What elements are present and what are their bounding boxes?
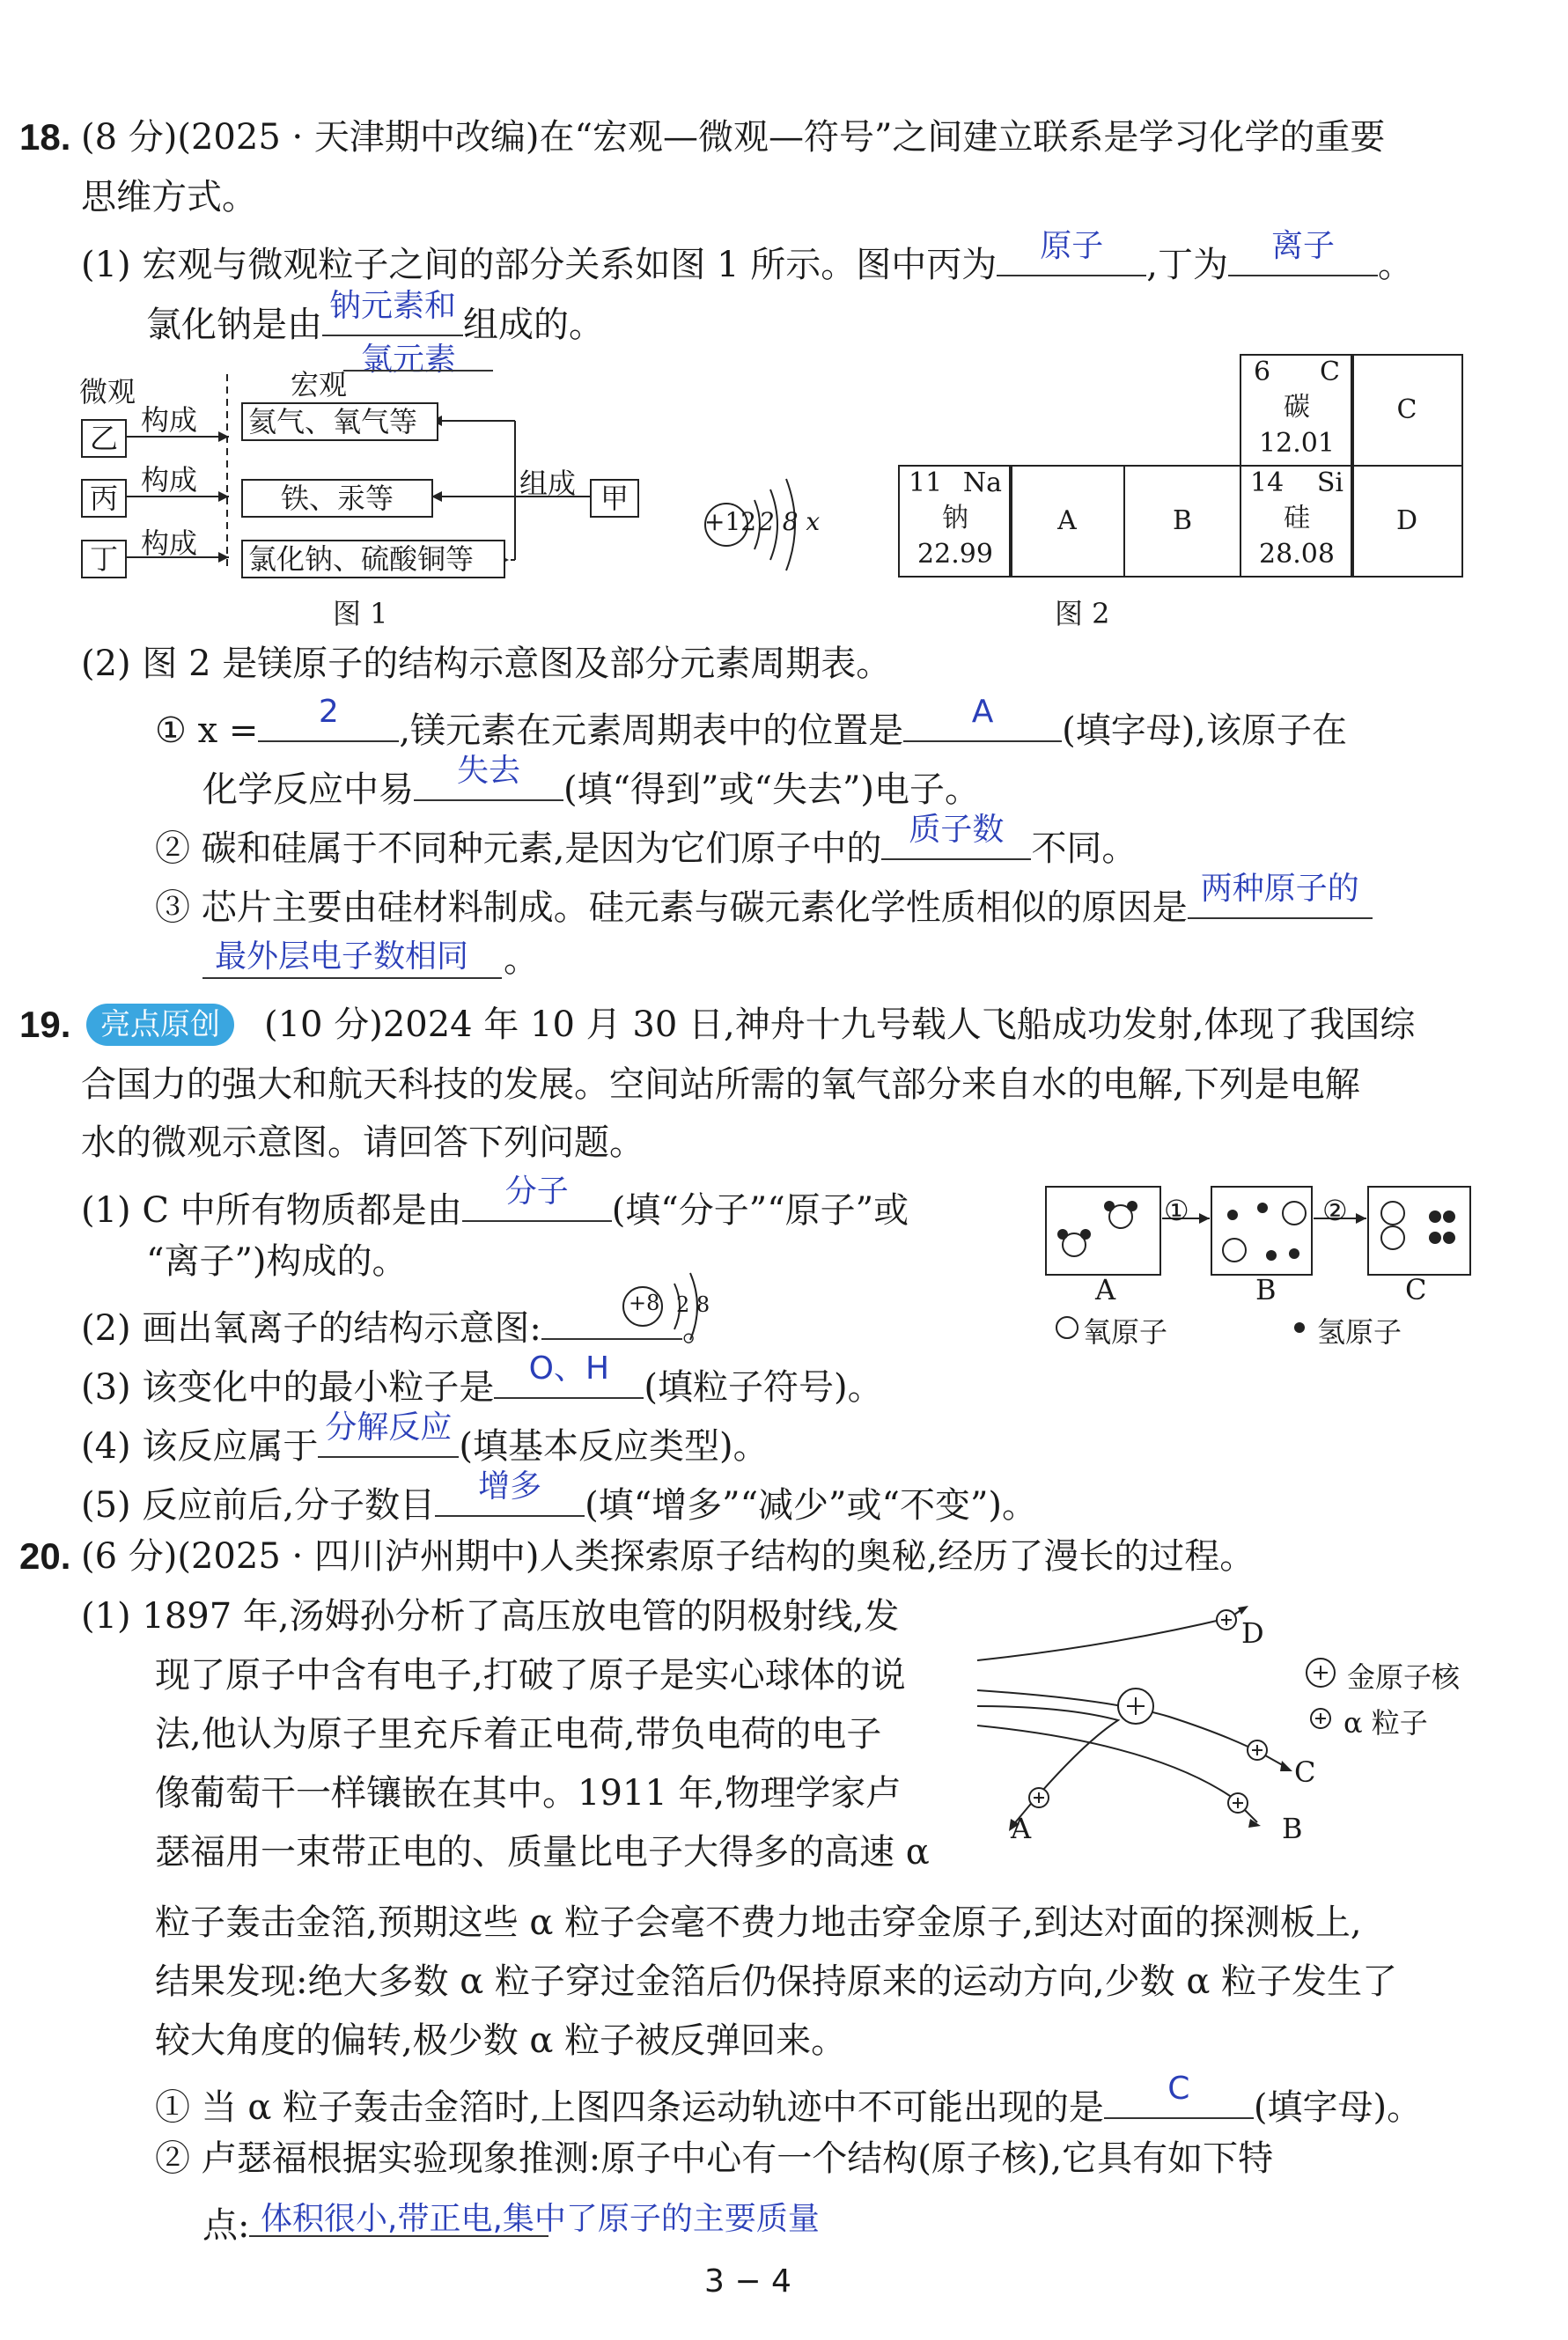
scatter-label-b: B	[1282, 1812, 1303, 1845]
c-number: 6	[1254, 357, 1271, 387]
q18-p21-text-c: (填字母),该原子在	[1062, 710, 1348, 751]
q19-p3-text-a: (3) 该变化中的最小粒子是	[81, 1367, 495, 1408]
electrolysis-step2: ②	[1322, 1194, 1348, 1227]
q20-text-line8: 较大角度的偏转,极少数 α 粒子被反弹回来。	[155, 2020, 847, 2061]
q19-p1-text-a: (1) C 中所有物质都是由	[81, 1190, 462, 1231]
o-ion-nucleus: +8	[629, 1291, 660, 1315]
q18-blank-x[interactable]	[258, 694, 399, 742]
q19-stem-line1: (10 分)2024 年 10 月 30 日,神舟十九号载人飞船成功发射,体现了我国综	[264, 1004, 1416, 1045]
q19-blank-molecule-count[interactable]	[435, 1468, 585, 1517]
q20-text-line7: 结果发现:绝大多数 α 粒子穿过金箔后仍保持原来的运动方向,少数 α 粒子发生了	[155, 1961, 1398, 2002]
q19-part4	[81, 1409, 769, 1469]
si-symbol: Si	[1316, 467, 1343, 498]
q18-answer-bing: 原子	[1040, 228, 1104, 264]
electrolysis-legend-hydrogen: 氢原子	[1317, 1315, 1402, 1349]
q20-blank-track[interactable]	[1104, 2071, 1254, 2119]
q19-p4-text-a: (4) 该反应属于	[81, 1426, 319, 1467]
q19-p2-text-b: 。	[681, 1308, 718, 1349]
scatter-label-d: D	[1241, 1616, 1264, 1650]
q18-part2: (2) 图 2 是镁原子的结构示意图及部分元素周期表。	[81, 644, 892, 684]
fig1-label-goucheng-1: 构成	[141, 403, 198, 437]
q18-blank-position[interactable]	[903, 694, 1062, 742]
q18-stem-line2: 思维方式。	[81, 177, 257, 217]
q19-stem-line2: 合国力的强大和航天科技的发展。空间站所需的氧气部分来自水的电解,下列是电解	[81, 1064, 1360, 1105]
q18-part1-text-c: 。	[1377, 245, 1413, 285]
si-mass: 28.08	[1259, 539, 1335, 570]
fig1-caption: 图 1	[333, 597, 388, 630]
q18-p21-text-e: (填“得到”或“失去”)电子。	[563, 769, 981, 810]
q20-text-line2: 现了原子中含有电子,打破了原子是实心球体的说	[155, 1655, 906, 1696]
q19-highlight-tag: 亮点原创	[86, 1004, 234, 1046]
q20-text-line6: 粒子轰击金箔,预期这些 α 粒子会毫不费力地击穿金原子,到达对面的探测板上,	[155, 1902, 1362, 1943]
q19-p3-text-b: (填粒子符号)。	[644, 1367, 883, 1408]
q18-answer-reason-1: 两种原子的	[1200, 871, 1359, 907]
na-symbol: Na	[962, 467, 1002, 498]
q18-part1-text-d: 氯化钠是由	[146, 305, 322, 345]
q18-part2-2	[155, 812, 1137, 872]
q19-blank-reaction-type[interactable]	[318, 1409, 459, 1458]
q18-answer-ding: 离子	[1270, 228, 1335, 264]
q19-p5-text-b: (填“增多”“减少”或“不变”)。	[585, 1485, 1037, 1526]
fig1-label-hongguan: 宏观	[291, 368, 348, 401]
electrolysis-label-c: C	[1405, 1273, 1427, 1306]
q19-answer-reaction-type: 分解反应	[325, 1409, 453, 1446]
q19-stem-line3: 水的微观示意图。请回答下列问题。	[81, 1122, 644, 1163]
q19-answer-min-particle: O、H	[528, 1350, 610, 1387]
q18-part1-text-b: ,丁为	[1146, 245, 1228, 285]
q19-p4-text-b: (填基本反应类型)。	[459, 1426, 769, 1467]
electrolysis-label-b: B	[1255, 1273, 1277, 1306]
fig1-label-goucheng-3: 构成	[141, 526, 198, 560]
fig2-cell-silicon	[1240, 465, 1354, 578]
q18-part1-text-a: (1) 宏观与微观粒子之间的部分关系如图 1 所示。图中丙为	[81, 245, 997, 285]
q18-blank-reason[interactable]	[1188, 871, 1373, 919]
page-number: 3 − 4	[704, 2263, 791, 2300]
fig2-cell-b: B	[1123, 465, 1241, 578]
q18-answer-lose: 失去	[456, 753, 520, 789]
q20-sub1-text-a: ① 当 α 粒子轰击金箔时,上图四条运动轨迹中不可能出现的是	[155, 2087, 1104, 2128]
q20-answer-nucleus: 体积很小,带正电,集中了原子的主要质量	[261, 2201, 820, 2237]
q20-sub1	[155, 2071, 1423, 2130]
q18-answer-position: A	[971, 694, 994, 730]
o-ion-shells: 2 8	[676, 1292, 710, 1317]
q18-underline-reason-2	[202, 977, 502, 979]
q18-period: 。	[504, 939, 539, 980]
q19-answer-molecule: 分子	[504, 1174, 569, 1210]
fig2-cell-a: A	[1009, 465, 1125, 578]
q19-p1-text-b: (填“分子”“原子”或	[611, 1190, 909, 1231]
q20-stem: (6 分)(2025 · 四川泸州期中)人类探索原子结构的奥秘,经历了漫长的过程。	[81, 1536, 1255, 1577]
si-name: 硅	[1284, 503, 1310, 533]
fig2-cell-c: C	[1351, 354, 1463, 467]
q19-part1-line2: “离子”)构成的。	[146, 1241, 408, 1282]
q20-sub2-line1: ② 卢瑟福根据实验现象推测:原子中心有一个结构(原子核),它具有如下特	[155, 2138, 1274, 2179]
fig2-cell-carbon	[1240, 354, 1354, 467]
q19-p5-text-a: (5) 反应前后,分子数目	[81, 1485, 436, 1526]
electrolysis-label-a: A	[1095, 1273, 1116, 1306]
q18-number: 18.	[19, 116, 71, 158]
mg-nucleus: +12	[704, 507, 757, 536]
fig2-cell-d: D	[1351, 465, 1463, 578]
c-name: 碳	[1284, 392, 1310, 423]
fig1-box-ding: 丁	[81, 540, 127, 578]
q18-answer-nacl-2: 氯元素	[361, 342, 457, 378]
q19-number: 19.	[19, 1004, 71, 1045]
scatter-label-a: A	[1011, 1812, 1032, 1845]
fig1-label-weiguan: 微观	[79, 375, 136, 408]
q18-p23-text-a: ③ 芯片主要由硅材料制成。硅元素与碳元素化学性质相似的原因是	[155, 887, 1188, 928]
fig1-label-zucheng: 组成	[519, 467, 577, 500]
q18-blank-bing[interactable]	[997, 228, 1146, 276]
q20-sub2-text-b: 点:	[202, 2205, 250, 2246]
q19-part5	[81, 1468, 1037, 1528]
fig1-box-macro-1: 氦气、氧气等	[241, 402, 438, 441]
q20-text-line4: 像葡萄干一样镶嵌在其中。1911 年,物理学家卢	[155, 1773, 902, 1814]
na-mass: 22.99	[917, 539, 993, 570]
q18-p21-text-d: 化学反应中易	[202, 769, 414, 810]
c-symbol: C	[1320, 357, 1340, 387]
q18-part2-1-line2	[202, 753, 981, 813]
q18-answer-reason-2: 最外层电子数相同	[215, 938, 469, 975]
q20-text-line1: (1) 1897 年,汤姆孙分析了高压放电管的阴极射线,发	[81, 1596, 900, 1637]
q19-part1-line1	[81, 1174, 909, 1233]
q18-blank-nacl[interactable]	[322, 288, 463, 336]
fig2-caption: 图 2	[1055, 597, 1110, 630]
fig1-box-yi: 乙	[81, 419, 127, 458]
scatter-legend-gold: 金原子核	[1347, 1660, 1461, 1694]
q18-part1-text-e: 组成的。	[463, 305, 604, 345]
fig1-box-bing: 丙	[81, 479, 127, 518]
q18-blank-lose[interactable]	[414, 753, 563, 801]
q20-text-line5: 瑟福用一束带正电的、质量比电子大得多的高速 α	[155, 1832, 930, 1873]
q18-part2-1-line1	[155, 694, 1348, 754]
q18-blank-proton[interactable]	[881, 812, 1031, 860]
q19-p2-text-a: (2) 画出氧离子的结构示意图:	[81, 1308, 541, 1349]
q19-answer-molecule-count: 增多	[478, 1468, 542, 1505]
q20-text-line3: 法,他认为原子里充斥着正电荷,带负电荷的电子	[155, 1714, 882, 1755]
q18-stem-line1: (8 分)(2025 · 天津期中改编)在“宏观—微观—符号”之间建立联系是学习化学的重要	[81, 117, 1386, 158]
q18-answer-x: 2	[318, 694, 339, 730]
c-mass: 12.01	[1259, 428, 1335, 459]
scatter-legend-alpha: α 粒子	[1343, 1706, 1428, 1740]
q19-blank-molecule[interactable]	[462, 1174, 612, 1222]
q20-number: 20.	[19, 1535, 71, 1577]
fig1-box-macro-3: 氯化钠、硫酸铜等	[241, 540, 505, 578]
q18-part2-3	[155, 871, 1373, 931]
electrolysis-step1: ①	[1164, 1194, 1189, 1227]
q19-blank-min-particle[interactable]	[494, 1350, 644, 1399]
fig1-label-goucheng-2: 构成	[141, 463, 198, 497]
scatter-label-c: C	[1294, 1755, 1316, 1789]
fig1-box-jia: 甲	[590, 479, 639, 518]
si-number: 14	[1250, 467, 1285, 498]
q18-p21-text-b: ,镁元素在元素周期表中的位置是	[399, 710, 904, 751]
q18-p21-text-a: ① x =	[155, 710, 259, 751]
electrolysis-legend-oxygen: 氧原子	[1083, 1315, 1168, 1349]
mg-shells: 2 8 x	[759, 507, 821, 536]
q20-answer-track: C	[1167, 2071, 1190, 2107]
q18-answer-nacl-1: 钠元素和	[328, 288, 456, 324]
q18-p22-text-a: ② 碳和硅属于不同种元素,是因为它们原子中的	[155, 828, 882, 869]
q19-part3	[81, 1350, 883, 1410]
na-name: 钠	[942, 503, 968, 533]
q18-answer-proton: 质子数	[909, 812, 1005, 848]
q18-blank-ding[interactable]	[1228, 228, 1378, 276]
q18-p22-text-b: 不同。	[1031, 828, 1137, 869]
na-number: 11	[909, 467, 943, 498]
fig2-cell-sodium	[898, 465, 1012, 578]
q20-sub1-text-b: (填字母)。	[1253, 2087, 1423, 2128]
q18-part1-line1	[81, 228, 1413, 288]
fig1-box-macro-2: 铁、汞等	[241, 479, 433, 518]
